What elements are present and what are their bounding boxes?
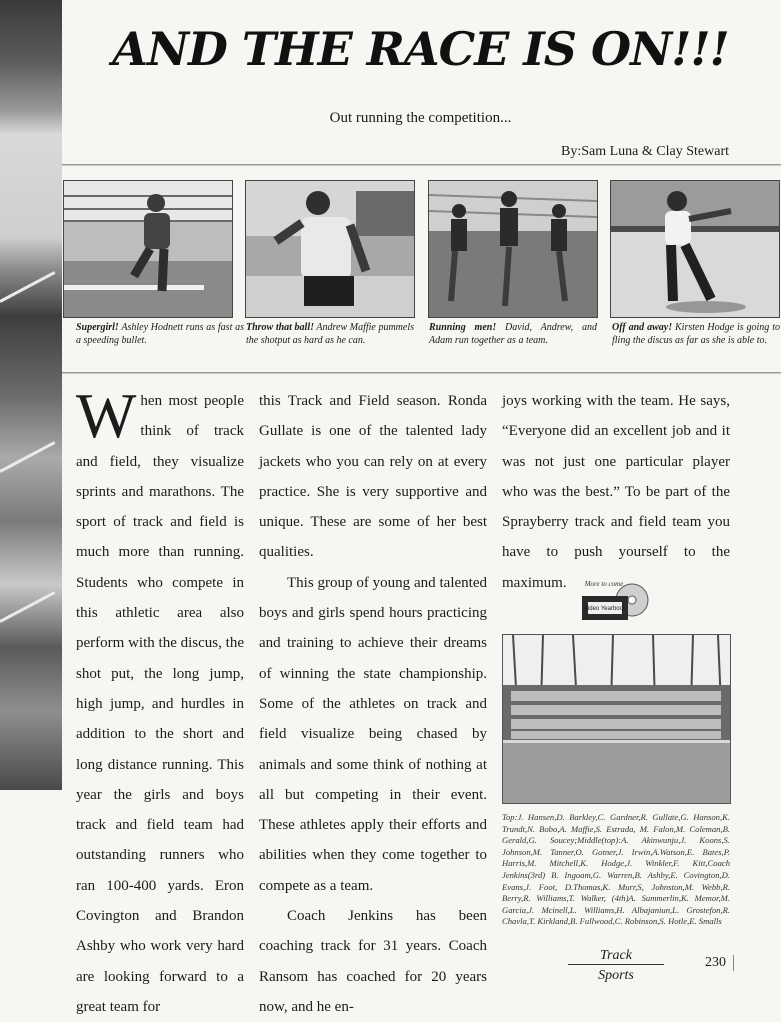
drop-cap: W	[76, 380, 137, 451]
photo-hurdles	[63, 180, 233, 318]
caption-hurdles: Supergirl! Ashley Hodnett runs as fast as a speeding bullet.	[76, 322, 244, 346]
section-label-bottom: Sports	[598, 968, 634, 983]
article-column-3: joys working with the team. He says, “Everyone did an excellent job and it was not just one particular player who was the best.” To be part of the Sprayberry track and field team you have to push yourself to the maximum.	[502, 393, 730, 591]
team-photo	[502, 634, 731, 804]
subtitle: Out running the competition...	[329, 110, 512, 126]
roster-caption: Top:J. Hansen,D. Barkley,C. Gardner,R. Gullate,G. Hanson,K. Trundt,N. Bobo,A. Maffie,S. Estrada, M. Falon,M. Coleman,B. Gerald,G. Soucey;Middle(top):A. Akinwunju,J. Koons,S. Johnson,M. Tanner,O. Gotner,J. Irwin,A.Watson,E. Bates,P. Harris,M. Mitchell,K. Hodge,J. Winkler,F. Kitt,Coach Jenkins(3rd) B. Ingoam,G. Warren,B. Ashby,E. Covington,D. Evans,J. Foot, D.Thomas,K. Murr,S, Johnston,M. Webb,R. Berry,R. Williams,T. Walker, (4th)A. Summerlin,K. Memor,M. Garcia,J. Mcinell,L. Williams,H. Albajaniun,L. Grostefon,R. Chavla,T. Kirkland,B. Fullwood,C. Robinson,S. Hotle,E. Smalls	[502, 812, 730, 927]
middle-rule	[62, 372, 781, 374]
caption-shotput: Throw that ball! Andrew Maffie pummels the shotput as hard as he can.	[246, 322, 414, 346]
byline: By:Sam Luna & Clay Stewart	[561, 144, 729, 159]
photo-runners	[428, 180, 598, 318]
svg-text:More to come: More to come	[584, 580, 624, 588]
page-number-bar	[733, 955, 734, 971]
photo-discus	[610, 180, 780, 318]
article-column-1: When most people think of track and field, they visualize sprints and marathons. The sport of track and field is much more than running. Students who compete in this athletic area also perform with the discus, the shot put, the long jump, high jump, and hurdles in addition to the short and long distance running. This year the girls and boys track and field team had outstanding runners who ran 100-400 yards. Eron Covington and Brandon Ashby who work very hard are looking forward to a great team for	[76, 380, 244, 1015]
section-label-top: Track	[568, 948, 664, 965]
video-yearbook-logo	[580, 574, 650, 624]
page-number: 230	[705, 955, 726, 970]
page-title: AND THE RACE IS ON!!!	[112, 22, 729, 76]
svg-text:Video Yearbook: Video Yearbook	[584, 606, 626, 612]
article-column-2: this Track and Field season. Ronda Gullate is one of the talented lady jackets who you can rely on at every practice. She is very supportive and unique. These are some of her best qualities. This group of young and talented boys and girls spend hours practicing and training to achieve their dreams of winning the state championship. Some of the athletes on track and field visualize being chased by animals and some think of nothing at all but competing in their event. These athletes apply their efforts and abilities when they come together to compete as a team. Coach Jenkins has been coaching track for 31 years. Coach Ransom has coached for 20 years now, and he en-	[259, 393, 487, 1015]
top-rule	[62, 164, 781, 166]
caption-discus: Off and away! Kirsten Hodge is going to fling the discus as far as she is able to.	[612, 322, 780, 346]
caption-runners: Running men! David, Andrew, and Adam run together as a team.	[429, 322, 597, 346]
side-photo-strip	[0, 0, 62, 790]
photo-shotput	[245, 180, 415, 318]
